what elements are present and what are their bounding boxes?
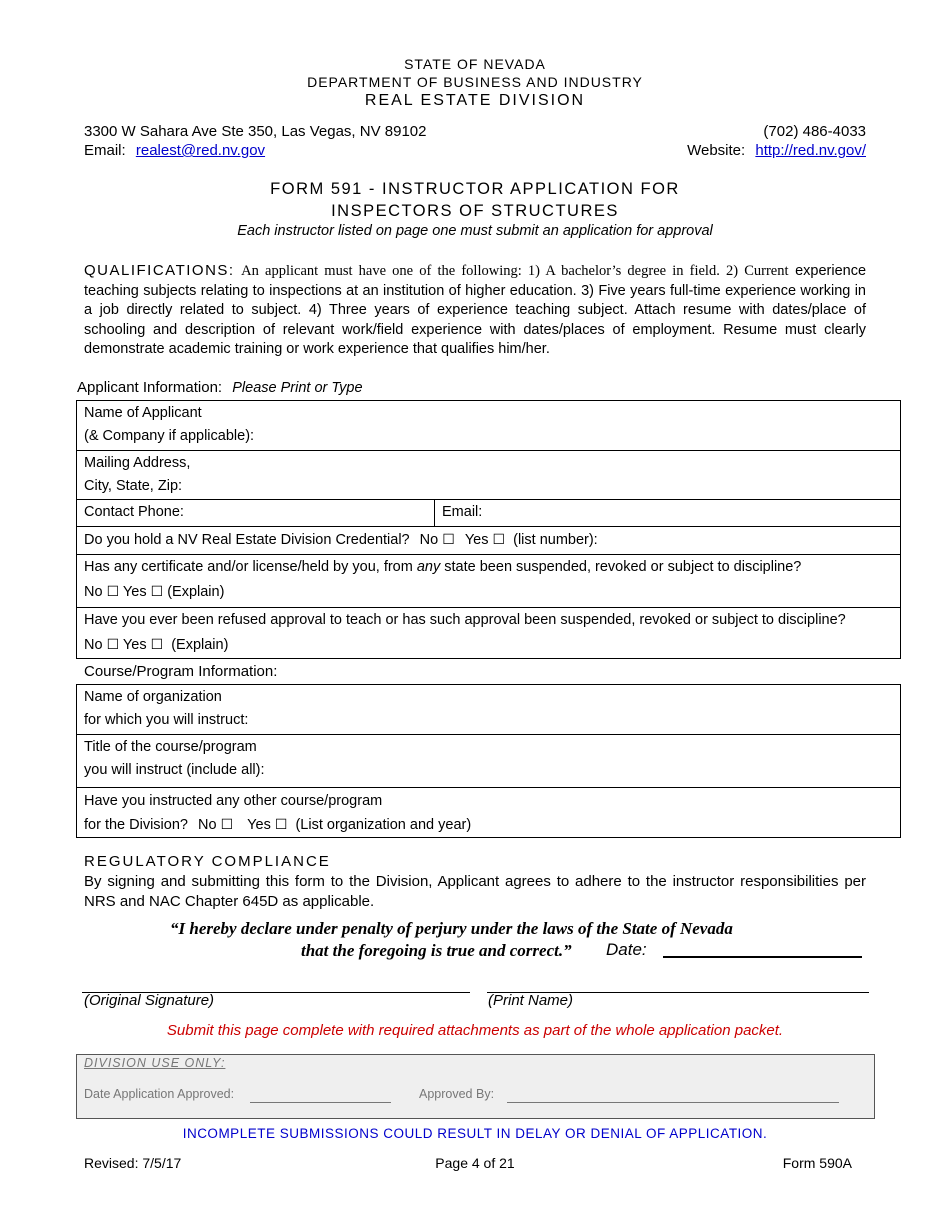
address: 3300 W Sahara Ave Ste 350, Las Vegas, NV 89102 [84,123,427,140]
course-heading: Course/Program Information: [84,663,278,680]
license-question-a: Has any certificate and/or license/held by you, from [84,559,413,575]
applicant-name-label: Name of Applicant [84,405,202,421]
refused-yes-checkbox[interactable]: ☐ [150,637,164,653]
other-course-row [77,787,900,838]
approved-by-label: Approved By: [419,1087,495,1101]
website-line [687,142,866,159]
date-approved-label: Date Application Approved: [84,1087,235,1101]
other-yes-label: Yes [247,817,271,833]
credential-no-label: No [419,532,439,548]
license-explain: (Explain) [167,584,225,600]
refused-explain: (Explain) [171,637,229,653]
applicant-heading-label: Applicant Information: [77,379,223,396]
credential-yes-checkbox[interactable]: ☐ [492,532,506,548]
form-title-line2: INSPECTORS OF STRUCTURES [331,202,619,220]
phone: (702) 486-4033 [763,123,866,140]
division-name: REAL ESTATE DIVISION [364,92,586,109]
applicant-company-label: (& Company if applicable): [84,428,255,444]
applicant-heading-note: Please Print or Type [232,380,363,396]
other-course-note: (List organization and year) [295,817,472,833]
course-title-label-line2: you will instruct (include all): [84,762,265,778]
date-line[interactable] [663,956,862,958]
other-course-question-line2: for the Division? [84,817,188,833]
form-title: FORM 591 - INSTRUCTOR APPLICATION FOR [270,180,680,198]
license-options [84,581,224,604]
applicant-info-table [76,400,901,659]
compliance-text: By signing and submitting this form to the Division, Applicant agrees to adhere to the instructor responsibilities per NRS and NAC Chapter 645D as applicable. [84,873,866,910]
website-label: Website: [687,142,746,159]
date-approved-line [250,1102,391,1103]
license-no-checkbox[interactable]: ☐ [106,584,120,600]
revised-date: Revised: 7/5/17 [84,1155,182,1171]
credential-yes-label: Yes [464,532,489,548]
mailing-address-row[interactable] [77,450,900,499]
credential-no-checkbox[interactable]: ☐ [442,532,455,548]
course-info-table [76,684,901,838]
submit-note: Submit this page complete with required attachments as part of the whole application packet. [166,1022,784,1039]
approved-by-line [507,1102,839,1103]
credential-question [84,529,598,552]
refused-no-checkbox[interactable]: ☐ [106,637,120,653]
website-link[interactable]: http://red.nv.gov/ [755,142,866,159]
state-name: STATE OF NEVADA [404,56,546,72]
credential-row [77,526,900,554]
qualifications-text: experience teaching subjects relating to inspections at an institution of higher education. 3) Five years full-time experience working in a job directly related to subject. 4) Three years of experience teaching subject. Attach resume with dates/place of schooling and description of relevant work/field experience with dates/places of employment. Resume must clearly demonstrate academic training or work experience that qualifies him/her. [84,263,867,357]
refused-options [84,634,228,657]
credential-note: (list number): [513,532,598,548]
qualifications-intro: An applicant must have one of the following: 1) A bachelor’s degree in field. 2) Current [241,263,789,279]
date-label: Date: [606,940,647,959]
refused-question: Have you ever been refused approval to teach or has such approval been suspended, revoked or subject to discipline? [84,612,846,628]
declaration-line1: “I hereby declare under penalty of perjury under the laws of the State of Nevada [170,919,733,938]
division-use-box [76,1054,875,1119]
contact-phone-label: Contact Phone: [84,504,184,520]
email-label: Email: [84,142,126,159]
division-use-heading: DIVISION USE ONLY: [84,1056,226,1070]
qualifications-paragraph [84,261,866,360]
organization-label: Name of organization [84,689,222,705]
email-link[interactable]: realest@red.nv.gov [135,142,266,159]
other-course-question: Have you instructed any other course/program [84,793,383,809]
license-question [84,556,801,579]
other-yes-checkbox[interactable]: ☐ [274,817,288,833]
license-question-any: any [416,559,441,575]
page-number: Page 4 of 21 [435,1155,515,1171]
license-yes-label: Yes [122,584,147,600]
license-no-label: No [84,584,103,600]
form-subtitle: Each instructor listed on page one must submit an application for approval [237,223,713,239]
form-number: Form 590A [782,1155,852,1171]
email-line [84,142,265,159]
license-row [77,554,900,607]
organization-label-line2: for which you will instruct: [84,712,249,728]
license-question-b: state been suspended, revoked or subject to discipline? [444,559,802,575]
refused-no-label: No [84,637,103,653]
declaration-line2: that the foregoing is true and correct.” [301,941,572,960]
applicant-heading [77,379,363,396]
contact-divider [434,500,435,526]
refused-row [77,607,900,659]
compliance-heading: REGULATORY COMPLIANCE [84,853,331,870]
department-name: DEPARTMENT OF BUSINESS AND INDUSTRY [307,74,643,90]
other-no-checkbox[interactable]: ☐ [220,817,234,833]
incomplete-warning: INCOMPLETE SUBMISSIONS COULD RESULT IN DELAY OR DENIAL OF APPLICATION. [182,1126,768,1141]
course-title-row[interactable] [77,734,900,787]
credential-question-text: Do you hold a NV Real Estate Division Credential? [84,532,410,548]
city-state-zip-label: City, State, Zip: [84,478,183,494]
mailing-address-label: Mailing Address, [84,455,191,471]
print-name-label: (Print Name) [488,992,574,1009]
organization-row[interactable] [77,685,900,734]
other-course-options [84,814,471,837]
license-yes-checkbox[interactable]: ☐ [150,584,164,600]
contact-row [77,499,900,526]
email-field-label: Email: [442,504,483,520]
other-no-label: No [198,817,217,833]
applicant-name-row[interactable] [77,401,900,450]
refused-yes-label: Yes [122,637,147,653]
original-signature-label: (Original Signature) [84,992,215,1009]
qualifications-lead: QUALIFICATIONS: [84,262,235,279]
course-title-label: Title of the course/program [84,739,257,755]
